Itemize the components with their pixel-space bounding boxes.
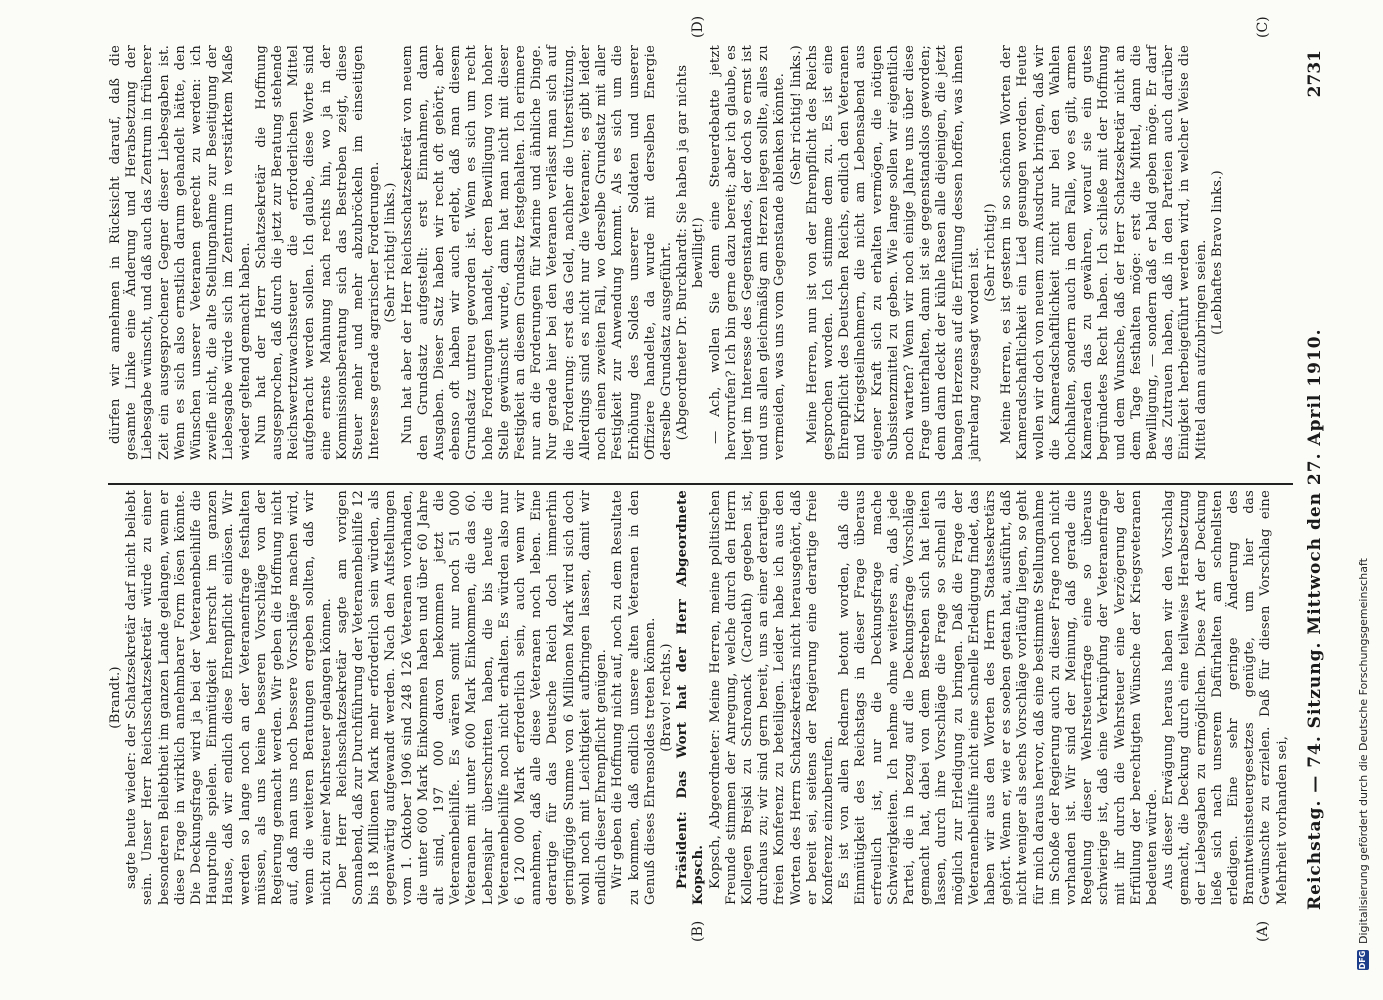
left-paragraph: (Brandt.) [108,666,123,729]
left-paragraph: (Bravo! rechts.) [658,643,674,752]
right-paragraph: (Sehr richtig! links.) [788,45,804,186]
right-paragraph: (Abgeordneter Dr. Burckhardt: Sie haben ja gar nichts bewilligt!) [675,64,707,441]
left-paragraph: Präsident: Das Wort hat der Herr Abgeordnete Kopsch. [675,490,707,905]
right-paragraph: (Sehr richtig! links.) [383,182,399,323]
left-text-column [108,490,1288,905]
right-paragraph: (Lebhaftes Bravo links.) [1209,170,1225,335]
left-paragraph: Kopsch, Abgeordneter: Meine Herren, meine politischen Freunde stimmen der Anregung, welche durch den Herrn Kollegen Brejski zu Schroanck (Carolath) gegeben ist, durchaus zu; wir sind gern bereit, uns an einer derartigen freien Konferenz zu beteiligen. Leider habe ich aus den Worten des Herrn Schatzsekretärs nicht herausgehört, daß er bereit sei, seitens der Regierung eine derartige freie Konferenz einzuberufen. [707,490,836,905]
footer-credit: Digitalisierung gefördert durch die Deutsche Forschungsgemeinschaft [1356,558,1370,944]
page-footer [1352,0,1374,970]
margin-mark-d: (D) [690,15,706,38]
left-paragraph: Aus dieser Erwägung heraus haben wir den Vorschlag gemacht, die Deckung durch eine teilweise Herabsetzung der Liebesgaben zu ermöglichen. Diese Art der Deckung ließe sich nach unserem Dafürhalten am schnellsten erledigen. Eine sehr geringe Änderung des Branntweinsteuergesetzes genügte, um hier das Gewünschte zu erzielen. Daß für diesen Vorschlag eine Mehrheit vorhanden sei, [1161,490,1290,905]
left-paragraph: sagte heute wieder: der Schatzsekretär darf nicht beliebt sein. Unser Herr Reichsschatzsekretär würde zu einer besonderen Beliebtheit im ganzen Lande gelangen, wenn er diese Frage in wirklich annehmbarer Form lösen könnte. Die Deckungsfrage wird ja bei der Veteranenbeihilfe die Hauptrolle spielen. Einmütigkeit herrscht im ganzen Hause, daß wir endlich diese Ehrenpflicht einlösen. Wir werden so lange noch an der Veteranenfrage festhalten müssen, als uns keine besseren Vorschläge von der Regierung gemacht werden. Wir geben die Hoffnung nicht auf, daß man uns noch bessere Vorschläge machen wird, wenn die weiteren Beratungen ergeben sollten, daß wir nicht zu einer Mehrsteuer gelangen können. [124,490,334,905]
right-text-column [108,45,1288,460]
page-header [1295,50,1335,910]
right-paragraph: Meine Herren, nun ist von der Ehrenpflicht des Reichs gesprochen worden. Ich stimme dem zu. Es ist eine Ehrenpflicht des Deutschen Reichs, endlich den Veteranen und Kriegsteilnehmern, die nicht am Lebensabend aus eigener Kraft sich zu erhalten vermögen, die nötigen Subsistenzmittel zu geben. Wie lange sollen wir eigentlich noch warten? Wenn wir noch einige Jahre uns über diese Frage unterhalten, dann ist sie gegenstandslos geworden; denn dann deckt der kühle Rasen alle diejenigen, die jetzt bangen Herzens auf die Erfüllung dessen hoffen, was ihnen jahrelang zugesagt worden ist. [804,45,982,460]
header-title: Reichstag. — 74. Sitzung. Mittwoch den 27. April 1910. [1305,328,1325,910]
left-paragraph: Es ist von allen Rednern betont worden, daß die Einmütigkeit des Reichstags in dieser Frage überaus erfreulich ist, nur die Deckungsfrage mache Schwierigkeiten. Ich nehme ohne weiteres an, daß jede Partei, die in bezug auf die Deckungsfrage Vorschläge gemacht hat, dabei von dem Bestreben sich hat leiten lassen, durch ihre Vorschläge die Frage so schnell als möglich zur Erledigung zu bringen. Daß die Frage der Veteranenbeihilfe nicht eine schnelle Erledigung findet, das haben wir aus den Worten des Herrn Staatssekretärs gehört. Wenn er, wie er es soeben getan hat, ausführt, daß nicht weniger als sechs Vorschläge vorläufig liegen, so geht für mich daraus hervor, daß eine bestimmte Stellungnahme im Schoße der Regierung auch zu dieser Frage noch nicht vorhanden ist. Wir sind der Meinung, daß gerade die Regelung dieser Wehrsteuerfrage eine so überaus schwierige ist, daß eine Verknüpfung der Veteranenfrage mit ihr durch die Wehrsteuer eine Verzögerung der Erfüllung der berechtigten Wünsche der Kriegsveteranen bedeuten würde. [837,490,1160,905]
margin-mark-a: (A) [1255,920,1271,942]
margin-mark-b: (B) [690,920,706,942]
right-paragraph: (Sehr richtig!) [982,203,998,302]
column-divider [108,483,1293,485]
right-paragraph: Nun hat der Herr Schatzsekretär die Hoffnung ausgesprochen, daß durch die jetzt zur Beratung stehende Reichswertzuwachssteuer die erforderlichen Mittel aufgebracht werden sollen. Ich glaube, diese Worte sind eine ernste Mahnung nach rechts hin, wo ja in der Kommissionsberatung sich das Bestreben zeigt, diese Steuer mehr und mehr abzubröckeln im einseitigen Interesse gerade agrarischer Forderungen. [253,45,383,460]
left-paragraph: Wir geben die Hoffnung nicht auf, noch zu dem Resultate zu kommen, daß endlich unsere alten Veteranen in den Genuß dieses Ehrensoldes treten können. [610,490,658,905]
left-paragraph: Der Herr Reichsschatzsekretär sagte am vorigen Sonnabend, daß zur Durchführung der Veteranenbeihilfe 12 bis 18 Millionen Mark mehr erforderlich sein würden, als gegenwärtig aufgewandt werden. Nach den Aufstellungen vom 1. Oktober 1906 sind 248 126 Veteranen vorhanden, die unter 600 Mark Einkommen haben und über 60 Jahre alt sind, 197 000 davon bekommen jetzt die Veteranenbeihilfe. Es wären somit nur noch 51 000 Veteranen mit unter 600 Mark Einkommen, die das 60. Lebensjahr überschritten haben, die bis heute die Veteranenbeihilfe noch nicht erhalten. Es würden also nur 6 120 000 Mark erforderlich sein, auch wenn wir annehmen, daß alle diese Veteranen noch leben. Eine derartige für das Deutsche Reich doch immerhin geringfügige Summe von 6 Millionen Mark wird sich doch wohl noch mit Leichtigkeit aufbringen lassen, damit wir endlich dieser Ehrenpflicht genügen. [334,490,610,905]
margin-mark-c: (C) [1255,16,1271,38]
page-number: 2731 [1305,50,1325,98]
right-paragraph: Nun hat aber der Herr Reichsschatzsekretär von neuem den Grundsatz aufgestellt: erst Einnahmen, dann Ausgaben. Dieser Satz haben wir recht oft gehört; aber ebenso oft haben wir auch erlebt, daß man diesem Grundsatz untreu geworden ist. Wenn es sich um recht hohe Forderungen handelt, deren Bewilligung von hoher Stelle gewünscht wurde, dann hat man nicht mit dieser Festigkeit an diesem Grundsatz festgehalten. Ich erinnere nur an die Forderungen für Marine und ähnliche Dinge. Nur gerade hier bei den Veteranen verlässt man sich auf die Forderung: erst das Geld, nachher die Unterstützung. Allerdings sind es nicht nur die Veteranen; es gibt leider noch einen zweiten Fall, wo derselbe Grundsatz mit aller Festigkeit zur Anwendung kommt. Als es sich um die Erhöhung des Soldes unserer Soldaten und unserer Offiziere handelte, da wurde mit derselben Energie derselbe Grundsatz ausgeführt. [399,45,674,460]
right-paragraph: Meine Herren, es ist gestern in so schönen Worten der Kameradschaftlichkeit ein Lied gesungen worden. Heute wollen wir doch von neuem zum Ausdruck bringen, daß wir die Kameradschaftlichkeit nicht nur bei den Wahlen hochhalten, sondern auch in dem Falle, wo es gilt, armen Kameraden das zu gewähren, worauf sie ein gutes begründetes Recht haben. Ich schließe mit der Hoffnung und dem Wunsche, daß der Herr Schatzsekretär nicht an dem Tage festhalten möge: erst die Mittel, dann die Bewilligung, — sondern daß er bald geben möge. Er darf das Zutrauen haben, daß in den Parteien auch darüber Einigkeit herbeigeführt werden wird, in welcher Weise die Mittel dann aufzubringen seien. [999,45,1209,460]
right-paragraph: dürfen wir annehmen in Rücksicht darauf, daß die gesamte Linke eine Änderung und Herabsetzung der Liebesgabe wünscht, und daß auch das Zentrum in früherer Zeit ein ausgesprochener Gegner dieser Liebesgaben ist. Wenn es sich also ernstlich darum gehandelt hätte, den Wünschen unserer Veteranen gerecht zu werden: ich zweifle nicht, die alte Stellungnahme zur Beseitigung der Liebesgabe würde sich im Zentrum in verstärktem Maße wieder geltend gemacht haben. [108,45,253,460]
dfg-logo: DFG [1358,950,1367,970]
right-paragraph: — Ach, wollen Sie denn eine Steuerdebatte jetzt hervorrufen? Ich bin gerne dazu bereit; aber ich glaube, es liegt im Interesse des Gegenstandes, der doch so ernst ist und uns allen gleichmäßig am Herzen liegen sollte, alles zu vermeiden, was uns vom Gegenstande ablenken könnte. [707,45,788,460]
